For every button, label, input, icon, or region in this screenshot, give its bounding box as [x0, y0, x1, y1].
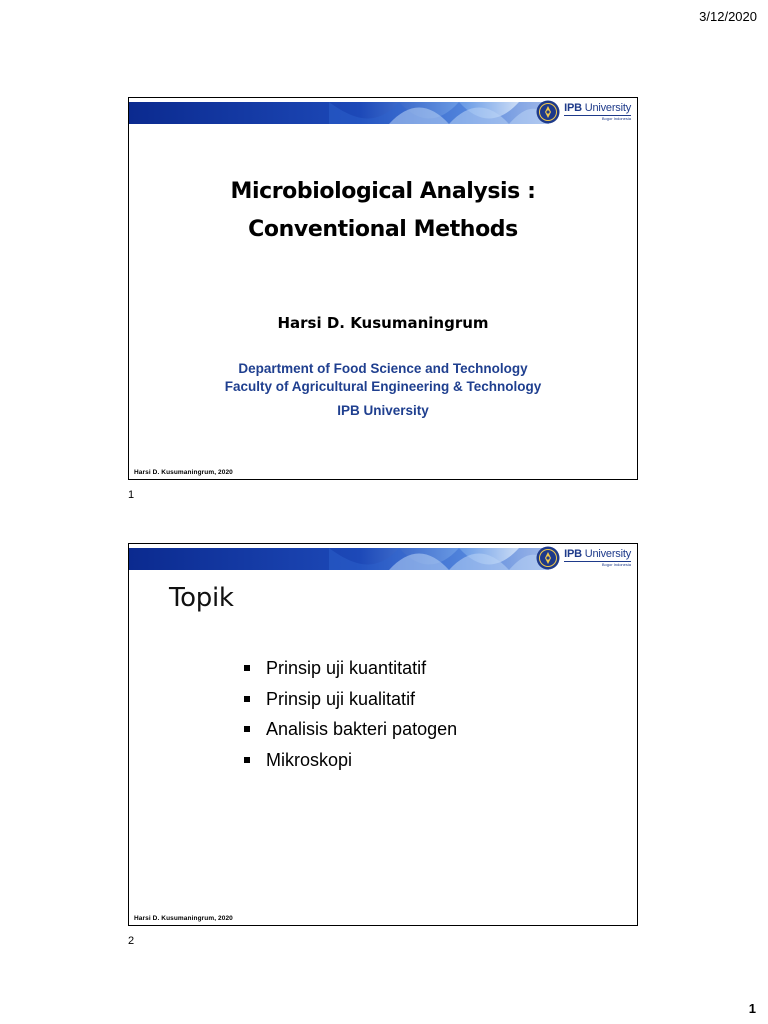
department: Department of Food Science and Technology: [238, 361, 528, 376]
bullet-text: Prinsip uji kuantitatif: [266, 658, 427, 678]
logo-subtitle: Bogor Indonesia: [564, 561, 631, 567]
bullet-item: [244, 714, 457, 745]
logo-subtitle: Bogor Indonesia: [564, 115, 631, 121]
bullet-list: [244, 653, 457, 775]
bullet-text: Analisis bakteri patogen: [266, 719, 458, 739]
square-bullet-icon: [244, 696, 250, 702]
university: IPB University: [337, 403, 429, 418]
page-number: 1: [748, 1001, 756, 1016]
ipb-logo: [536, 546, 631, 570]
ipb-logo: [536, 100, 631, 124]
slide-1: [128, 97, 638, 480]
logo-brand-rest: University: [584, 548, 631, 560]
bullet-item: [244, 653, 457, 684]
logo-brand-rest: University: [584, 102, 631, 114]
slide-label-1: 1: [128, 489, 135, 501]
slide-2: [128, 543, 638, 926]
author-name: Harsi D. Kusumaningrum: [277, 314, 489, 332]
square-bullet-icon: [244, 726, 250, 732]
ipb-emblem-icon: [536, 546, 560, 570]
title-line-2: Conventional Methods: [248, 217, 518, 242]
ipb-emblem-icon: [536, 100, 560, 124]
affiliation: [129, 360, 637, 396]
faculty: Faculty of Agricultural Engineering & Technology: [224, 379, 542, 394]
slide-title: Topik: [169, 583, 234, 613]
logo-brand-bold: IPB: [564, 102, 582, 114]
slide-label-2: 2: [128, 935, 135, 947]
slide-title: [129, 173, 637, 249]
logo-brand-bold: IPB: [564, 548, 582, 560]
bullet-item: [244, 684, 457, 715]
bullet-item: [244, 745, 457, 776]
square-bullet-icon: [244, 757, 250, 763]
bullet-text: Prinsip uji kualitatif: [266, 688, 416, 709]
slide-footer: Harsi D. Kusumaningrum, 2020: [134, 915, 233, 922]
bullet-text: Mikroskopi: [266, 749, 353, 770]
slide-footer: Harsi D. Kusumaningrum, 2020: [134, 469, 233, 476]
title-line-1: Microbiological Analysis :: [230, 179, 536, 204]
square-bullet-icon: [244, 665, 250, 671]
print-date: 3/12/2020: [699, 9, 757, 24]
